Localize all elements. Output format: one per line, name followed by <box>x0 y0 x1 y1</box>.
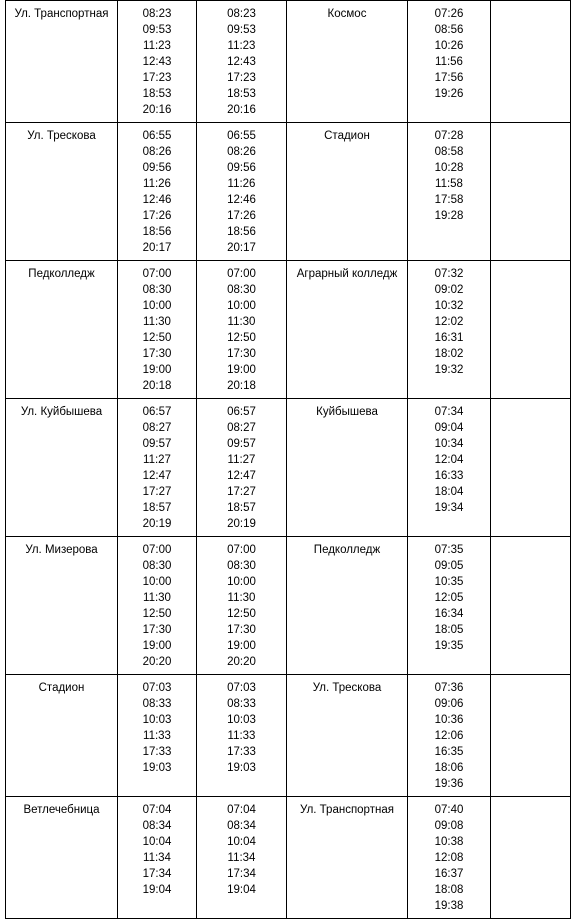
departure-time: 17:26 <box>227 210 256 222</box>
departure-time: 18:53 <box>227 88 256 100</box>
departure-times-cell <box>118 123 197 261</box>
return-time: 10:35 <box>434 576 464 588</box>
return-time: 07:26 <box>434 8 464 20</box>
departure-time: 20:19 <box>142 518 172 530</box>
stop-name: Ветлечебница <box>23 804 100 816</box>
return-time: 09:04 <box>434 422 464 434</box>
return-time: 17:56 <box>434 72 464 84</box>
departure-time: 20:16 <box>227 104 256 116</box>
return-time: 07:34 <box>434 406 464 418</box>
departure-time: 11:23 <box>227 40 256 52</box>
stop-name: Ул. Мизерова <box>25 544 98 556</box>
departure-time: 20:17 <box>227 242 256 254</box>
return-stop-name: Ул. Транспортная <box>300 804 394 816</box>
return-stop-name: Космос <box>327 8 367 20</box>
return-time: 09:08 <box>434 820 464 832</box>
departure-time: 11:34 <box>227 852 256 864</box>
return-time: 09:02 <box>434 284 464 296</box>
departure-time: 20:19 <box>227 518 256 530</box>
departure-time: 08:26 <box>227 146 256 158</box>
departure-time: 09:56 <box>227 162 256 174</box>
departure-time: 08:34 <box>227 820 256 832</box>
departure-time: 17:33 <box>142 746 172 758</box>
return-time: 12:02 <box>434 316 464 328</box>
departure-time: 17:27 <box>142 486 172 498</box>
departure-time: 18:53 <box>142 88 172 100</box>
departure-times-cell <box>197 1 287 123</box>
departure-time: 19:04 <box>142 884 172 896</box>
departure-time: 11:34 <box>143 852 171 864</box>
return-time: 10:32 <box>434 300 464 312</box>
departure-time: 12:50 <box>227 332 256 344</box>
stop-name: Ул. Транспортная <box>14 8 109 20</box>
return-time: 16:34 <box>434 608 464 620</box>
schedule-row <box>6 537 571 675</box>
return-times-cell <box>408 399 491 537</box>
empty-cell <box>491 537 571 675</box>
departure-time: 10:00 <box>227 300 256 312</box>
departure-time: 20:20 <box>142 656 172 668</box>
return-time: 07:36 <box>434 682 464 694</box>
return-time: 19:32 <box>434 364 464 376</box>
departure-time: 19:03 <box>142 762 172 774</box>
departure-time: 12:50 <box>142 332 172 344</box>
stop-name-cell <box>6 261 118 399</box>
departure-time: 11:30 <box>143 592 171 604</box>
departure-time: 06:55 <box>227 130 256 142</box>
departure-time: 10:04 <box>142 836 172 848</box>
return-stop-name-cell <box>287 261 408 399</box>
departure-time: 19:00 <box>227 364 256 376</box>
departure-times-cell <box>197 797 287 919</box>
departure-times-cell <box>197 123 287 261</box>
empty-cell <box>491 399 571 537</box>
return-time: 10:38 <box>434 836 464 848</box>
departure-time: 10:04 <box>227 836 256 848</box>
departure-time: 11:33 <box>143 730 171 742</box>
schedule-row <box>6 123 571 261</box>
departure-time: 10:03 <box>142 714 172 726</box>
return-stop-name: Педколледж <box>313 544 381 556</box>
departure-time: 18:57 <box>227 502 256 514</box>
departure-time: 17:33 <box>227 746 256 758</box>
return-time: 09:05 <box>434 560 464 572</box>
stop-name: Ул. Куйбышева <box>20 406 103 418</box>
departure-time: 10:03 <box>227 714 256 726</box>
departure-times-cell <box>118 797 197 919</box>
departure-time: 06:57 <box>227 406 256 418</box>
return-stop-name-cell <box>287 797 408 919</box>
departure-time: 20:17 <box>142 242 172 254</box>
departure-time: 07:04 <box>142 804 172 816</box>
return-time: 12:04 <box>434 454 464 466</box>
departure-time: 12:43 <box>227 56 256 68</box>
departure-time: 11:27 <box>143 454 171 466</box>
stop-name-cell <box>6 399 118 537</box>
schedule-row <box>6 797 571 919</box>
departure-time: 10:00 <box>227 576 256 588</box>
return-stop-name: Аграрный колледж <box>296 268 398 280</box>
departure-time: 12:47 <box>227 470 256 482</box>
departure-time: 08:33 <box>227 698 256 710</box>
departure-times-cell <box>118 1 197 123</box>
return-time: 12:06 <box>434 730 464 742</box>
departure-time: 12:43 <box>142 56 172 68</box>
departure-time: 09:57 <box>142 438 172 450</box>
departure-time: 08:27 <box>227 422 256 434</box>
return-stop-name: Ул. Трескова <box>312 682 382 694</box>
departure-time: 08:26 <box>142 146 172 158</box>
return-stop-name-cell <box>287 399 408 537</box>
departure-time: 18:56 <box>142 226 172 238</box>
departure-time: 12:50 <box>227 608 256 620</box>
return-time: 10:34 <box>434 438 464 450</box>
departure-time: 17:30 <box>142 348 172 360</box>
departure-time: 08:33 <box>142 698 172 710</box>
empty-cell <box>491 675 571 797</box>
departure-time: 07:03 <box>142 682 172 694</box>
departure-time: 07:00 <box>142 268 172 280</box>
departure-time: 11:26 <box>143 178 171 190</box>
return-time: 16:37 <box>434 868 464 880</box>
departure-times-cell <box>118 537 197 675</box>
departure-time: 17:27 <box>227 486 256 498</box>
return-times-cell <box>408 537 491 675</box>
return-time: 19:28 <box>434 210 464 222</box>
return-time: 19:26 <box>434 88 464 100</box>
departure-time: 19:03 <box>227 762 256 774</box>
departure-time: 08:27 <box>142 422 172 434</box>
return-times-cell <box>408 675 491 797</box>
departure-time: 20:18 <box>142 380 172 392</box>
stop-name: Педколледж <box>28 268 95 280</box>
departure-time: 12:50 <box>142 608 172 620</box>
return-time: 09:06 <box>434 698 464 710</box>
departure-time: 18:57 <box>142 502 172 514</box>
return-time: 07:35 <box>434 544 464 556</box>
departure-time: 08:23 <box>142 8 172 20</box>
schedule-row <box>6 675 571 797</box>
departure-time: 10:00 <box>142 576 172 588</box>
return-times-cell <box>408 797 491 919</box>
departure-time: 17:30 <box>227 348 256 360</box>
departure-times-cell <box>118 675 197 797</box>
return-times-cell <box>408 261 491 399</box>
departure-time: 19:00 <box>227 640 256 652</box>
return-stop-name: Стадион <box>324 130 370 142</box>
return-time: 16:35 <box>434 746 464 758</box>
empty-cell <box>491 1 571 123</box>
empty-cell <box>491 797 571 919</box>
departure-time: 07:00 <box>142 544 172 556</box>
departure-times-cell <box>197 537 287 675</box>
return-time: 07:40 <box>434 804 464 816</box>
stop-name-cell <box>6 537 118 675</box>
stop-name: Ул. Трескова <box>27 130 96 142</box>
return-time: 12:05 <box>434 592 464 604</box>
departure-time: 09:53 <box>227 24 256 36</box>
departure-time: 11:30 <box>227 592 256 604</box>
departure-time: 09:57 <box>227 438 256 450</box>
departure-times-cell <box>118 261 197 399</box>
departure-time: 20:20 <box>227 656 256 668</box>
departure-time: 17:34 <box>142 868 172 880</box>
return-time: 11:56 <box>435 56 463 68</box>
return-time: 12:08 <box>434 852 464 864</box>
departure-time: 10:00 <box>142 300 172 312</box>
departure-time: 09:53 <box>142 24 172 36</box>
return-time: 10:26 <box>434 40 464 52</box>
departure-time: 17:30 <box>227 624 256 636</box>
empty-cell <box>491 123 571 261</box>
return-stop-name: Куйбышева <box>316 406 378 418</box>
return-time: 08:56 <box>434 24 464 36</box>
departure-time: 20:18 <box>227 380 256 392</box>
return-time: 17:58 <box>434 194 464 206</box>
return-times-cell <box>408 1 491 123</box>
schedule-body <box>6 1 571 919</box>
departure-time: 08:30 <box>142 284 172 296</box>
return-times-cell <box>408 123 491 261</box>
return-time: 16:33 <box>434 470 464 482</box>
stop-name-cell <box>6 675 118 797</box>
return-time: 10:28 <box>434 162 464 174</box>
departure-time: 12:46 <box>227 194 256 206</box>
return-time: 19:36 <box>434 778 464 790</box>
stop-name: Стадион <box>38 682 85 694</box>
departure-times-cell <box>118 399 197 537</box>
return-time: 07:32 <box>434 268 464 280</box>
departure-times-cell <box>197 399 287 537</box>
departure-time: 11:26 <box>227 178 256 190</box>
departure-time: 08:30 <box>227 284 256 296</box>
departure-time: 08:23 <box>227 8 256 20</box>
schedule-row <box>6 261 571 399</box>
departure-times-cell <box>197 261 287 399</box>
departure-time: 17:23 <box>227 72 256 84</box>
return-time: 18:02 <box>434 348 464 360</box>
departure-time: 20:16 <box>142 104 172 116</box>
return-stop-name-cell <box>287 675 408 797</box>
return-time: 18:05 <box>434 624 464 636</box>
return-time: 19:38 <box>434 900 464 912</box>
schedule-row <box>6 1 571 123</box>
return-stop-name-cell <box>287 537 408 675</box>
stop-name-cell <box>6 123 118 261</box>
stop-name-cell <box>6 1 118 123</box>
departure-time: 11:30 <box>227 316 256 328</box>
return-time: 07:28 <box>434 130 464 142</box>
empty-cell <box>491 261 571 399</box>
departure-time: 08:30 <box>227 560 256 572</box>
return-stop-name-cell <box>287 123 408 261</box>
departure-time: 07:00 <box>227 544 256 556</box>
departure-time: 12:47 <box>142 470 172 482</box>
departure-time: 17:34 <box>227 868 256 880</box>
departure-time: 11:23 <box>143 40 171 52</box>
return-time: 18:08 <box>434 884 464 896</box>
return-time: 18:04 <box>434 486 464 498</box>
departure-time: 19:04 <box>227 884 256 896</box>
departure-time: 09:56 <box>142 162 172 174</box>
return-time: 19:34 <box>434 502 464 514</box>
return-time: 16:31 <box>434 332 464 344</box>
departure-time: 08:34 <box>142 820 172 832</box>
departure-time: 07:00 <box>227 268 256 280</box>
departure-time: 07:03 <box>227 682 256 694</box>
return-time: 11:58 <box>435 178 463 190</box>
departure-time: 19:00 <box>142 640 172 652</box>
departure-time: 11:33 <box>227 730 256 742</box>
return-stop-name-cell <box>287 1 408 123</box>
return-time: 19:35 <box>434 640 464 652</box>
return-time: 08:58 <box>434 146 464 158</box>
departure-time: 06:57 <box>142 406 172 418</box>
return-time: 18:06 <box>434 762 464 774</box>
bus-schedule-table <box>5 0 571 919</box>
departure-time: 06:55 <box>142 130 172 142</box>
departure-time: 11:27 <box>227 454 256 466</box>
departure-time: 12:46 <box>142 194 172 206</box>
return-time: 10:36 <box>434 714 464 726</box>
departure-time: 17:26 <box>142 210 172 222</box>
departure-time: 17:30 <box>142 624 172 636</box>
schedule-row <box>6 399 571 537</box>
departure-time: 11:30 <box>143 316 171 328</box>
departure-time: 08:30 <box>142 560 172 572</box>
stop-name-cell <box>6 797 118 919</box>
departure-time: 07:04 <box>227 804 256 816</box>
departure-time: 17:23 <box>142 72 172 84</box>
departure-time: 18:56 <box>227 226 256 238</box>
departure-time: 19:00 <box>142 364 172 376</box>
departure-times-cell <box>197 675 287 797</box>
